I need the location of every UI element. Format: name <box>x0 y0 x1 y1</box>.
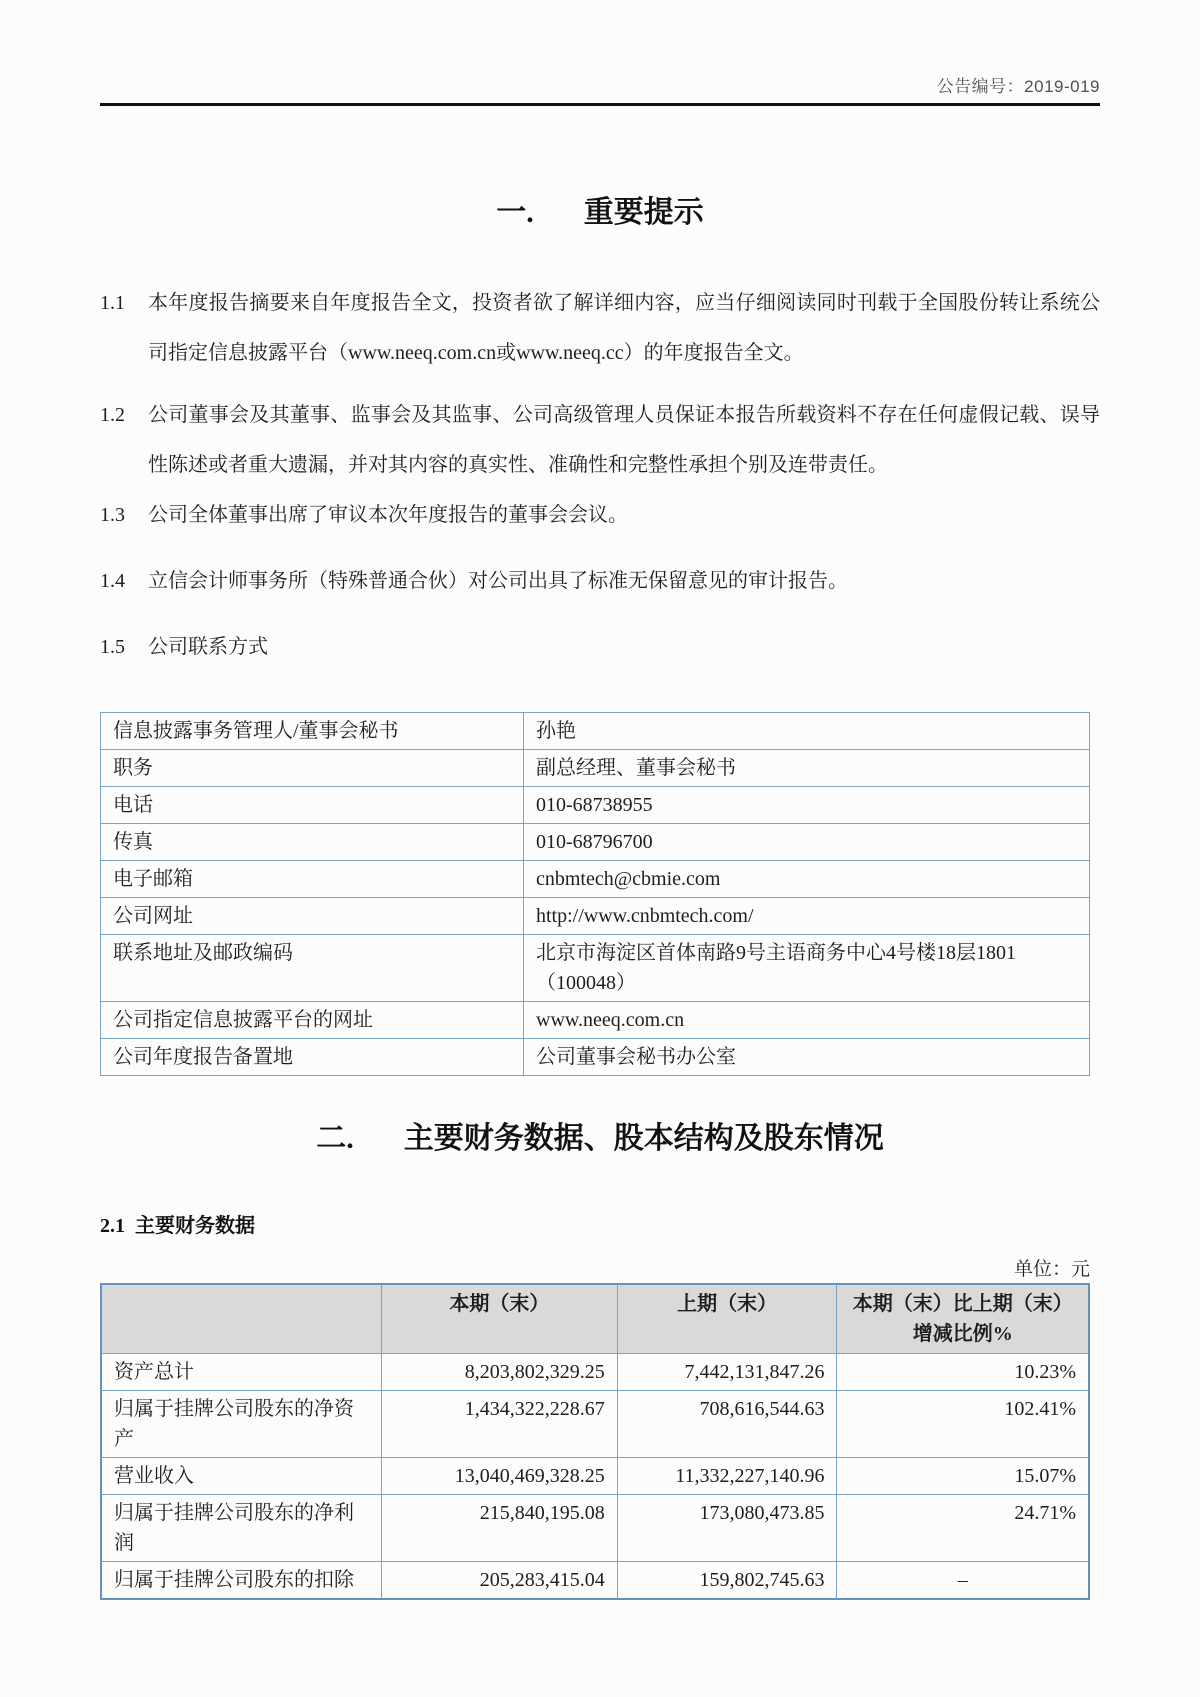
table-row <box>101 934 1090 1001</box>
value-change: 15.07% <box>837 1458 1089 1495</box>
item-1-5 <box>100 622 1100 672</box>
contact-label: 联系地址及邮政编码 <box>101 934 524 1001</box>
value-current: 8,203,802,329.25 <box>382 1354 618 1391</box>
contact-value: 孙艳 <box>524 712 1090 749</box>
item-1-1 <box>100 278 1100 378</box>
header-divider-rule <box>100 103 1100 106</box>
contact-value: 副总经理、董事会秘书 <box>524 749 1090 786</box>
table-row <box>101 786 1090 823</box>
financial-header-row <box>101 1284 1089 1354</box>
value-prior: 173,080,473.85 <box>617 1495 837 1562</box>
section-one-title <box>100 194 1100 232</box>
item-text: 立信会计师事务所（特殊普通合伙）对公司出具了标准无保留意见的审计报告。 <box>148 569 848 592</box>
section-two-number: 二. <box>316 1121 354 1155</box>
item-number: 1.2 <box>100 403 125 426</box>
financial-table <box>100 1283 1090 1600</box>
value-prior: 708,616,544.63 <box>617 1391 837 1458</box>
table-row <box>101 1562 1089 1600</box>
contact-label: 公司指定信息披露平台的网址 <box>101 1001 524 1038</box>
item-1-2 <box>100 390 1100 490</box>
column-header-metric <box>101 1284 382 1354</box>
contact-label: 信息披露事务管理人/董事会秘书 <box>101 712 524 749</box>
section-one-items <box>100 278 1100 672</box>
contact-label: 电话 <box>101 786 524 823</box>
contact-value: www.neeq.com.cn <box>524 1001 1090 1038</box>
item-number: 1.4 <box>100 569 125 592</box>
table-row <box>101 823 1090 860</box>
subsection-title <box>100 1209 1100 1238</box>
value-current: 1,434,322,228.67 <box>382 1391 618 1458</box>
table-row <box>101 1495 1089 1562</box>
section-one-number: 一. <box>496 196 534 229</box>
table-row <box>101 749 1090 786</box>
contact-label: 职务 <box>101 749 524 786</box>
value-change: 24.71% <box>837 1495 1089 1562</box>
contact-value: 010-68796700 <box>524 823 1090 860</box>
metric-label: 归属于挂牌公司股东的扣除 <box>101 1562 382 1600</box>
contact-value: http://www.cnbmtech.com/ <box>524 897 1090 934</box>
metric-label: 归属于挂牌公司股东的净利润 <box>101 1495 382 1562</box>
subsection-title-text: 主要财务数据 <box>135 1215 255 1237</box>
table-row <box>101 897 1090 934</box>
address-line-1: 北京市海淀区首体南路9号主语商务中心4号楼18层1801 <box>536 941 1016 964</box>
item-1-4 <box>100 556 1100 606</box>
section-two-title-text: 主要财务数据、股本结构及股东情况 <box>403 1121 884 1155</box>
column-header-change-line-2: 增减比例% <box>912 1323 1013 1345</box>
table-row <box>101 1458 1089 1495</box>
metric-label: 资产总计 <box>101 1354 382 1391</box>
item-number: 1.1 <box>100 291 125 314</box>
section-two-title <box>100 1120 1100 1158</box>
section-one-title-text: 重要提示 <box>583 196 704 229</box>
column-header-change <box>837 1284 1089 1354</box>
item-1-3 <box>100 490 1100 540</box>
metric-label: 归属于挂牌公司股东的净资产 <box>101 1391 382 1458</box>
subsection-number: 2.1 <box>100 1215 125 1237</box>
table-row <box>101 1391 1089 1458</box>
table-row <box>101 1354 1089 1391</box>
announcement-number: 公告编号：2019-019 <box>936 77 1100 96</box>
value-prior: 11,332,227,140.96 <box>617 1458 837 1495</box>
value-prior: 159,802,745.63 <box>617 1562 837 1600</box>
item-number: 1.3 <box>100 503 125 526</box>
contact-value: 010-68738955 <box>524 786 1090 823</box>
value-change: – <box>837 1562 1089 1600</box>
unit-label: 单位：元 <box>1013 1259 1090 1280</box>
item-text: 公司董事会及其董事、监事会及其监事、公司高级管理人员保证本报告所载资料不存在任何虚假记载、误导性陈述或者重大遗漏，并对其内容的真实性、准确性和完整性承担个别及连带责任。 <box>148 403 1100 476</box>
table-row <box>101 712 1090 749</box>
value-change: 102.41% <box>837 1391 1089 1458</box>
contact-label: 公司网址 <box>101 897 524 934</box>
value-prior: 7,442,131,847.26 <box>617 1354 837 1391</box>
value-current: 205,283,415.04 <box>382 1562 618 1600</box>
contact-label: 传真 <box>101 823 524 860</box>
contact-label: 电子邮箱 <box>101 860 524 897</box>
item-text: 公司全体董事出席了审议本次年度报告的董事会会议。 <box>148 503 628 526</box>
item-text: 公司联系方式 <box>148 635 268 658</box>
item-text: 本年度报告摘要来自年度报告全文，投资者欲了解详细内容，应当仔细阅读同时刊载于全国股份转让系统公司指定信息披露平台（www.neeq.com.cn或www.neeq.cc）的年度报告全文。 <box>148 291 1100 364</box>
table-row <box>101 860 1090 897</box>
contact-value: 公司董事会秘书办公室 <box>524 1038 1090 1075</box>
value-change: 10.23% <box>837 1354 1089 1391</box>
metric-label: 营业收入 <box>101 1458 382 1495</box>
column-header-current: 本期（末） <box>382 1284 618 1354</box>
address-line-2: （100048） <box>536 971 636 994</box>
column-header-change-line-1: 本期（末）比上期（末） <box>852 1293 1073 1315</box>
value-current: 13,040,469,328.25 <box>382 1458 618 1495</box>
column-header-prior: 上期（末） <box>617 1284 837 1354</box>
contact-table <box>100 712 1090 1076</box>
value-current: 215,840,195.08 <box>382 1495 618 1562</box>
contact-value <box>524 934 1090 1001</box>
table-row <box>101 1001 1090 1038</box>
contact-label: 公司年度报告备置地 <box>101 1038 524 1075</box>
contact-value: cnbmtech@cbmie.com <box>524 860 1090 897</box>
table-row <box>101 1038 1090 1075</box>
item-number: 1.5 <box>100 635 125 658</box>
